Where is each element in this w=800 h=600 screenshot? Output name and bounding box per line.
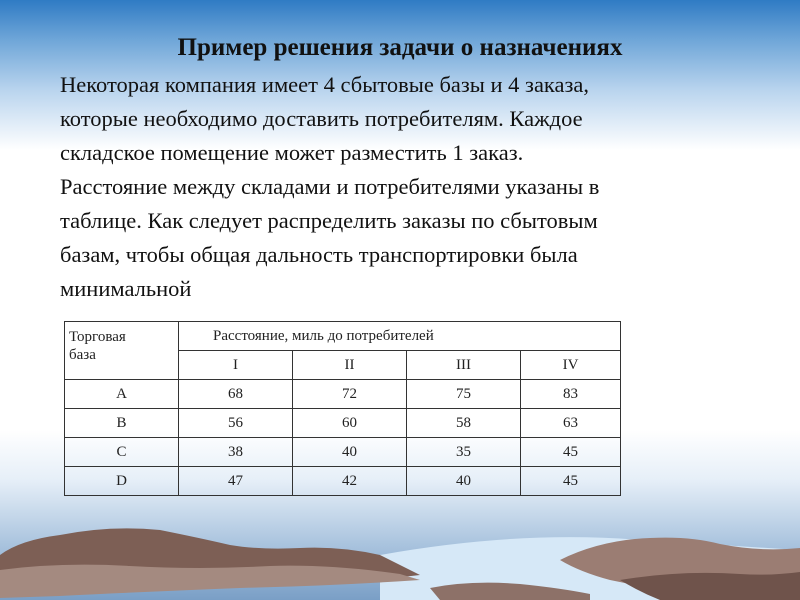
table-row — [65, 409, 621, 438]
text-line: базам, чтобы общая дальность транспортировки была — [60, 242, 578, 267]
table-row — [65, 467, 621, 496]
table-row — [65, 380, 621, 409]
problem-text — [60, 68, 750, 306]
table-cell: 45 — [521, 438, 621, 467]
table-row — [65, 438, 621, 467]
table-cell: 45 — [521, 467, 621, 496]
table-cell: 40 — [407, 467, 521, 496]
table-cell: 40 — [293, 438, 407, 467]
table-cell: 72 — [293, 380, 407, 409]
row-label: B — [65, 409, 179, 438]
row-label: D — [65, 467, 179, 496]
column-header: III — [407, 351, 521, 380]
slide-title: Пример решения задачи о назначениях — [177, 34, 623, 61]
column-header: II — [293, 351, 407, 380]
table-cell: 83 — [521, 380, 621, 409]
column-header: I — [179, 351, 293, 380]
distance-table — [64, 321, 621, 496]
table-cell: 47 — [179, 467, 293, 496]
base-header-line2: база — [69, 347, 96, 363]
table-cell: 42 — [293, 467, 407, 496]
text-line: минимальной — [60, 276, 192, 301]
text-line: Расстояние между складами и потребителями указаны в — [60, 174, 600, 199]
base-header — [65, 322, 179, 380]
text-line: которые необходимо доставить потребителям. Каждое — [60, 106, 583, 131]
table-cell: 38 — [179, 438, 293, 467]
table-cell: 58 — [407, 409, 521, 438]
table-cell: 35 — [407, 438, 521, 467]
text-line: Некоторая компания имеет 4 сбытовые базы и 4 заказа, — [60, 72, 590, 97]
table-cell: 60 — [293, 409, 407, 438]
text-line: складское помещение может разместить 1 заказ. — [60, 140, 524, 165]
table-header-row — [65, 322, 621, 351]
column-header: IV — [521, 351, 621, 380]
row-label: C — [65, 438, 179, 467]
mountain-left-shade — [0, 565, 420, 598]
table-cell: 68 — [179, 380, 293, 409]
text-line: таблице. Как следует распределить заказы по сбытовым — [60, 208, 598, 233]
table-cell: 63 — [521, 409, 621, 438]
table-cell: 56 — [179, 409, 293, 438]
table-cell: 75 — [407, 380, 521, 409]
landscape-decoration — [0, 500, 800, 600]
distance-header: Расстояние, миль до потребителей — [179, 322, 621, 351]
row-label: A — [65, 380, 179, 409]
base-header-line1: Торговая — [69, 329, 126, 345]
